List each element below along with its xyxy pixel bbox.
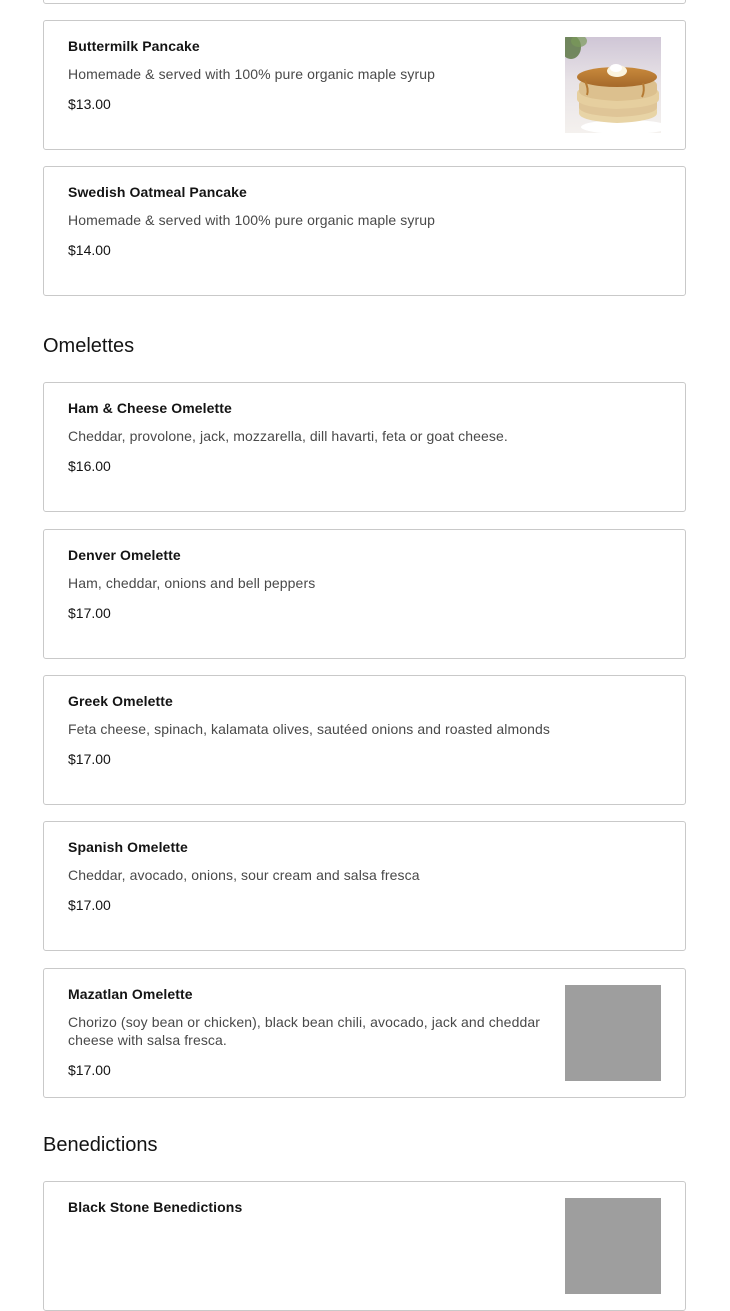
menu-item-description: Homemade & served with 100% pure organic maple syrup — [68, 212, 436, 228]
image-placeholder — [565, 1198, 661, 1294]
pancake-stack-photo — [565, 37, 661, 133]
menu-item-description: Feta cheese, spinach, kalamata olives, sautéed onions and roasted almonds — [68, 721, 551, 737]
menu-item-description: Homemade & served with 100% pure organic maple syrup — [68, 66, 436, 82]
menu-item-price: $17.00 — [68, 605, 111, 621]
menu-item-price: $16.00 — [68, 458, 111, 474]
menu-item-image — [565, 37, 661, 133]
menu-item-name: Ham & Cheese Omelette — [68, 400, 232, 416]
menu-item-name: Swedish Oatmeal Pancake — [68, 184, 247, 200]
menu-item-price: $14.00 — [68, 242, 111, 258]
menu-item-price: $17.00 — [68, 751, 111, 767]
menu-item-card[interactable] — [43, 382, 686, 512]
menu-item-card[interactable] — [43, 166, 686, 296]
menu-item-name: Greek Omelette — [68, 693, 173, 709]
menu-item-name: Buttermilk Pancake — [68, 38, 200, 54]
menu-item-description: Chorizo (soy bean or chicken), black bean chili, avocado, jack and cheddar cheese with salsa fresca. — [68, 1014, 540, 1048]
menu-item-price: $17.00 — [68, 897, 111, 913]
section-title-omelettes: Omelettes — [43, 335, 135, 357]
menu-item-name: Black Stone Benedictions — [68, 1199, 243, 1215]
menu-item-card[interactable] — [43, 529, 686, 659]
menu-item-card-partial[interactable] — [43, 0, 686, 4]
menu-item-card[interactable] — [43, 20, 686, 150]
menu-item-description: Cheddar, avocado, onions, sour cream and salsa fresca — [68, 867, 420, 883]
menu-item-card[interactable] — [43, 821, 686, 951]
menu-item-name: Mazatlan Omelette — [68, 986, 193, 1002]
menu-item-name: Denver Omelette — [68, 547, 181, 563]
menu-item-price: $13.00 — [68, 96, 111, 112]
menu-item-card[interactable] — [43, 675, 686, 805]
menu-item-name: Spanish Omelette — [68, 839, 188, 855]
menu-item-card[interactable] — [43, 968, 686, 1098]
section-title-benedictions: Benedictions — [43, 1134, 158, 1156]
menu-item-description: Cheddar, provolone, jack, mozzarella, dill havarti, feta or goat cheese. — [68, 428, 508, 444]
menu-item-description: Ham, cheddar, onions and bell peppers — [68, 575, 316, 591]
image-placeholder — [565, 985, 661, 1081]
menu-item-card[interactable] — [43, 1181, 686, 1311]
menu-item-price: $17.00 — [68, 1062, 111, 1078]
